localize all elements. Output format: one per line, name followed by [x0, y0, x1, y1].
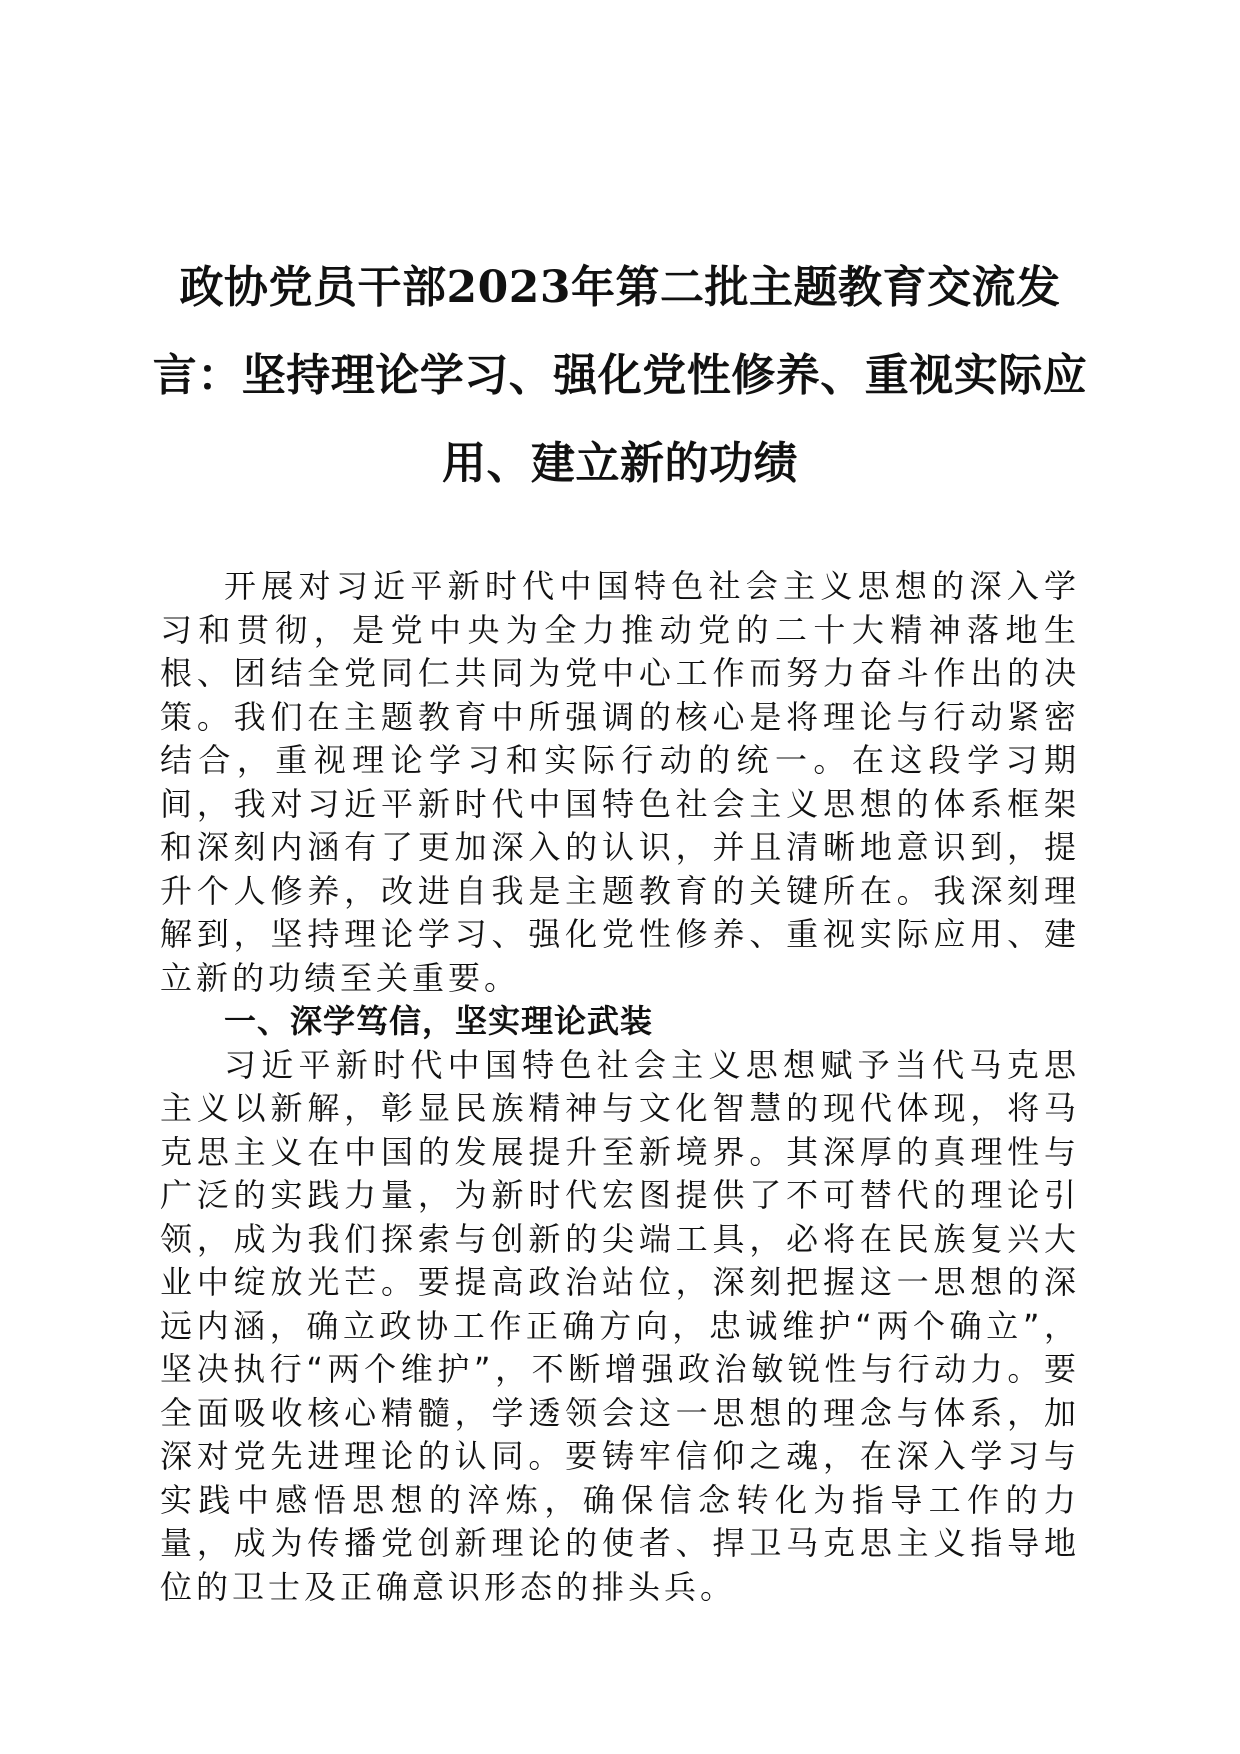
document-body [160, 565, 1080, 1609]
document-title: 政协党员干部2023年第二批主题教育交流发言：坚持理论学习、强化党性修养、重视实际应用、建立新的功绩 [152, 262, 1088, 489]
intro-paragraph: 开展对习近平新时代中国特色社会主义思想的深入学习和贯彻，是党中央为全力推动党的二十大精神落地生根、团结全党同仁共同为党中心工作而努力奋斗作出的决策。我们在主题教育中所强调的核心是将理论与行动紧密结合，重视理论学习和实际行动的统一。在这段学习期间，我对习近平新时代中国特色社会主义思想的体系框架和深刻内涵有了更加深入的认识，并且清晰地意识到，提升个人修养，改进自我是主题教育的关键所在。我深刻理解到，坚持理论学习、强化党性修养、重视实际应用、建立新的功绩至关重要。 [160, 567, 1080, 997]
section-heading: 一、深学笃信，坚实理论武装 [224, 1002, 654, 1040]
section-paragraph: 习近平新时代中国特色社会主义思想赋予当代马克思主义以新解，彰显民族精神与文化智慧的现代体现，将马克思主义在中国的发展提升至新境界。其深厚的真理性与广泛的实践力量，为新时代宏图提供了不可替代的理论引领，成为我们探索与创新的尖端工具，必将在民族复兴大业中绽放光芒。要提高政治站位，深刻把握这一思想的深远内涵，确立政协工作正确方向，忠诚维护“两个确立”，坚决执行“两个维护”，不断增强政治敏锐性与行动力。要全面吸收核心精髓，学透领会这一思想的理念与体系，加深对党先进理论的认同。要铸牢信仰之魂，在深入学习与实践中感悟思想的淬炼，确保信念转化为指导工作的力量，成为传播党创新理论的使者、捍卫马克思主义指导地位的卫士及正确意识形态的排头兵。 [160, 1045, 1080, 1606]
